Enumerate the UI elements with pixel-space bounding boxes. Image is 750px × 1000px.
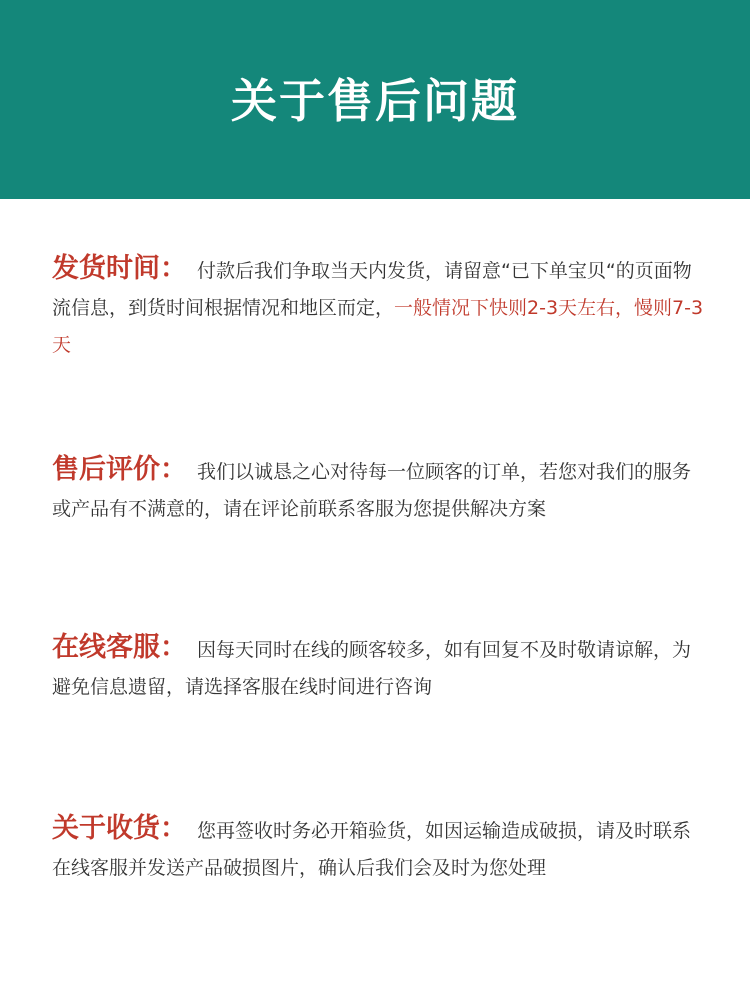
section-label-service: 在线客服： [52,632,187,663]
section-highlight-shipping: 一般情况下快则2-3天左右，慢则7-3天 [52,297,704,356]
section-text-review: 我们以诚恳之心对待每一位顾客的订单，若您对我们的服务或产品有不满意的，请在评论前联系客服为您提供解决方案 [52,461,692,520]
section-text-shipping: 付款后我们争取当天内发货，请留意“已下单宝贝“的页面物流信息，到货时间根据情况和地区而定， [52,260,692,319]
section-shipping-time [52,250,704,364]
section-after-sale-review [52,451,704,528]
page-title: 关于售后问题 [231,73,519,128]
section-label-receipt: 关于收货： [52,813,187,844]
section-text-service: 因每天同时在线的顾客较多，如有回复不及时敬请谅解，为避免信息遗留，请选择客服在线时间进行咨询 [52,639,692,698]
section-about-receipt [52,810,704,887]
section-online-service [52,629,704,706]
section-text-receipt: 您再签收时务必开箱验货，如因运输造成破损，请及时联系在线客服并发送产品破损图片，确认后我们会及时为您处理 [52,820,692,879]
header-banner [0,0,750,199]
section-label-review: 售后评价： [52,454,187,485]
section-label-shipping: 发货时间： [52,253,187,284]
